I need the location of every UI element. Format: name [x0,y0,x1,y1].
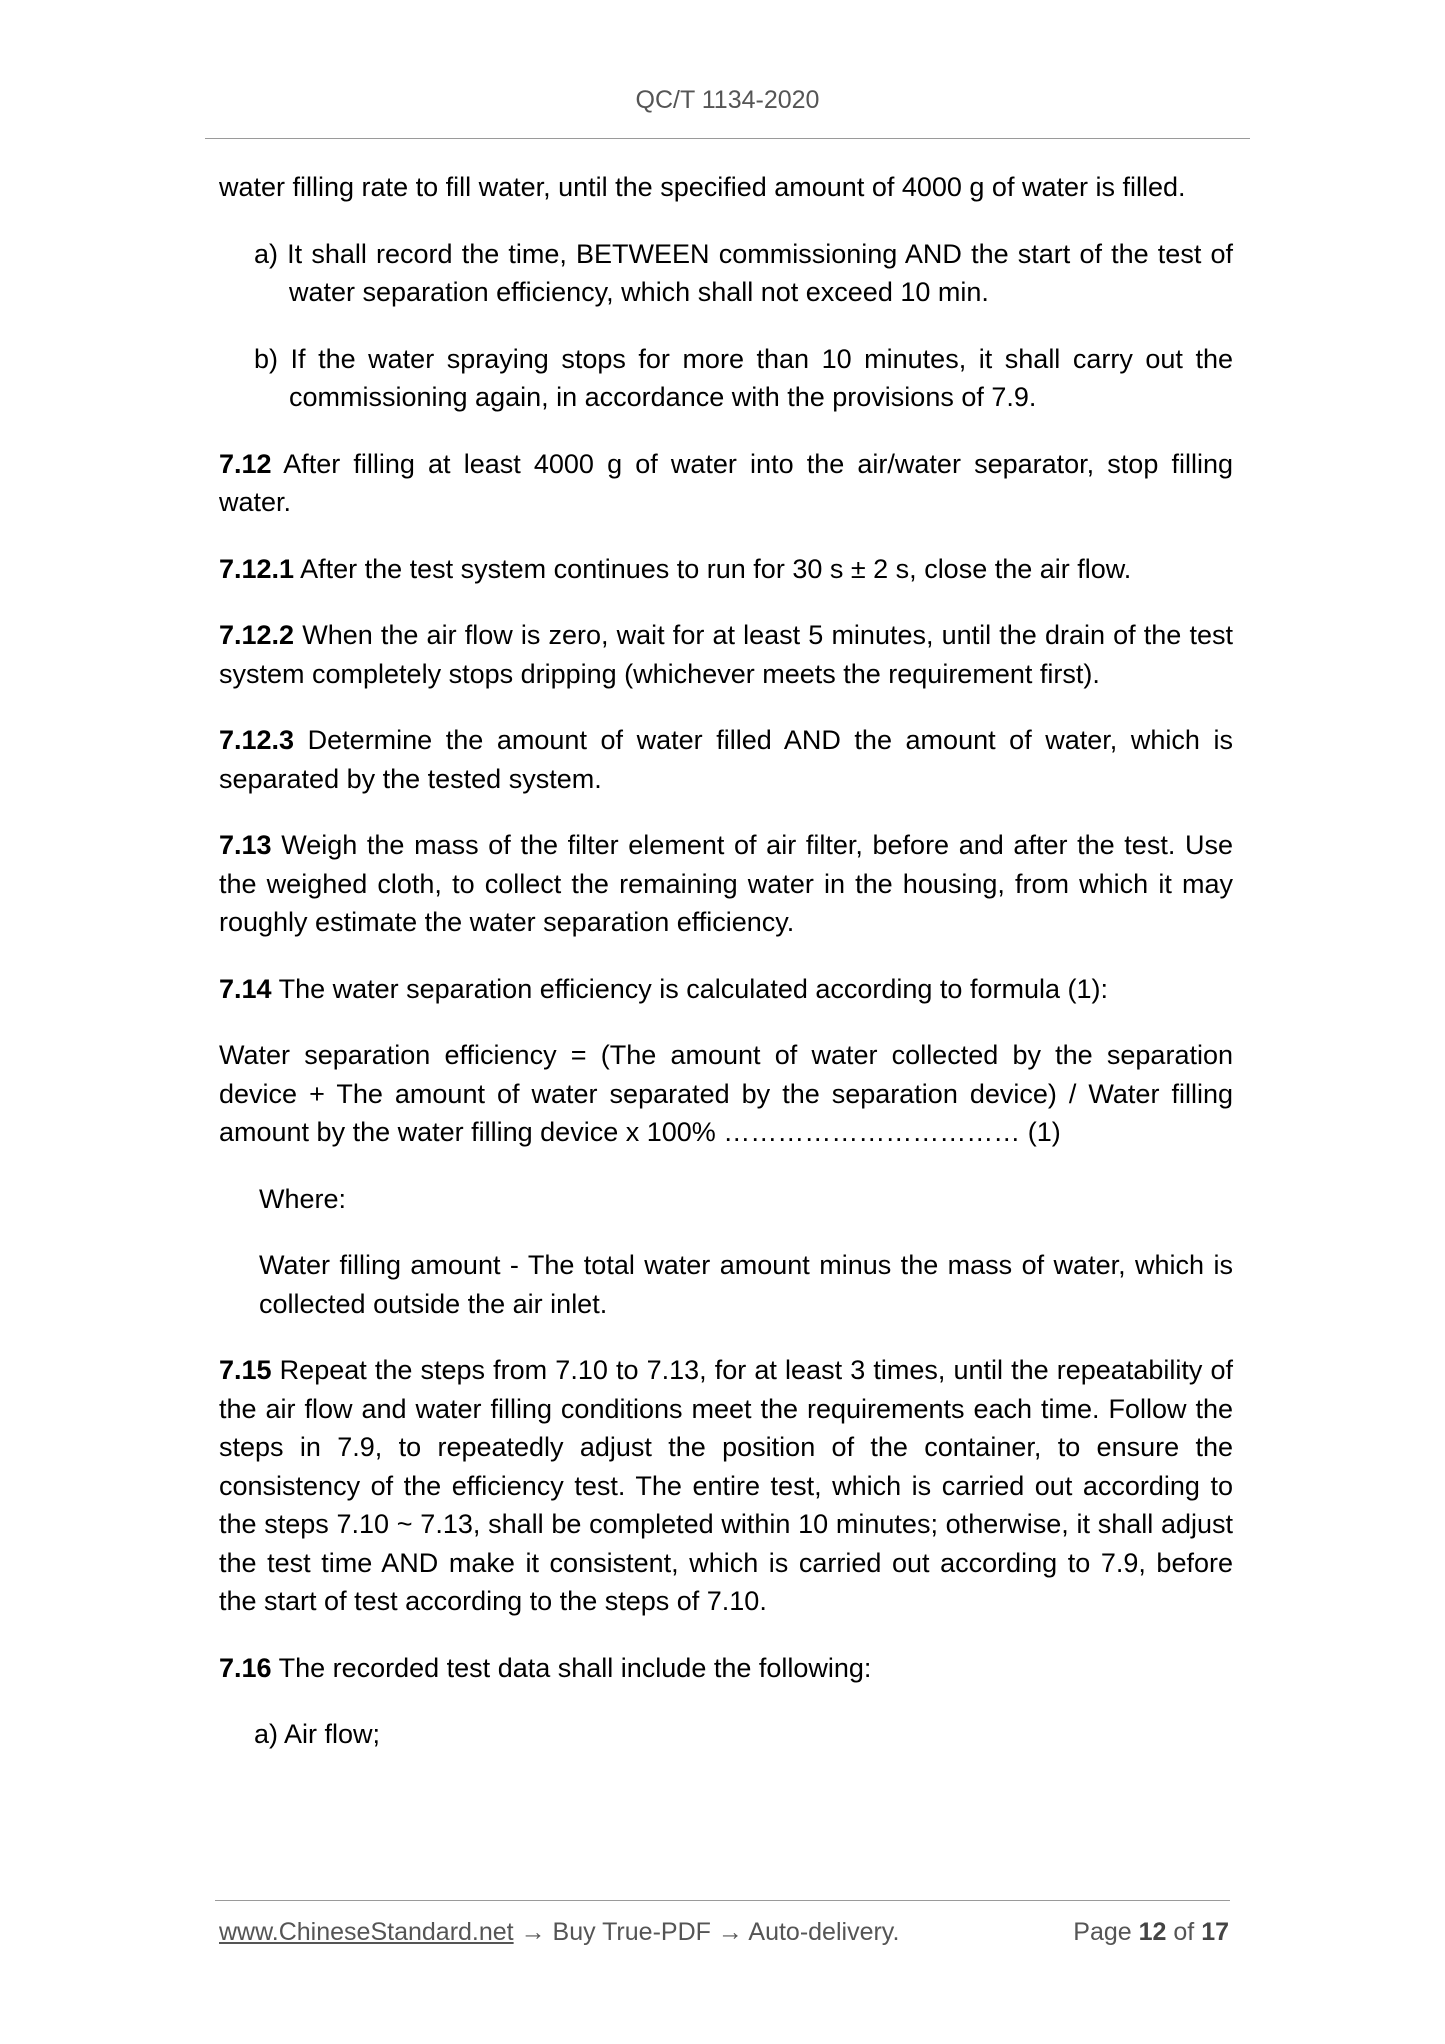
clause-text: The recorded test data shall include the following: [271,1652,872,1683]
clause-number: 7.12 [219,448,272,479]
promo-text: → Buy True-PDF → Auto-delivery. [513,1918,900,1946]
clause-text: Weigh the mass of the filter element of air filter, before and after the test. Use the weighed cloth, to collect the remaining water in the housing, from which it may roughly estimate the water separation efficiency. [219,830,1233,937]
clause-text: The water separation efficiency is calculated according to formula (1): [271,973,1108,1004]
paragraph-continuation: water filling rate to fill water, until the specified amount of 4000 g of water is filled. [219,172,1186,202]
clause-text: After filling at least 4000 g of water into the air/water separator, stop filling water. [219,448,1233,517]
formula-1: Water separation efficiency = (The amount of water collected by the separation device + The amount of water separated by the separation device) / Water filling amount by the water filling device x 100% …………………………… (1) [219,1040,1233,1147]
footer-promo [219,1918,899,1947]
list-item-a-air-flow: a) Air flow; [254,1719,381,1749]
clause-number: 7.14 [219,973,272,1004]
where-label: Where: [259,1183,347,1214]
clause-7-12 [219,445,1233,522]
clause-7-14 [219,970,1233,1009]
clause-number: 7.12.2 [219,620,295,650]
clause-7-12-1 [219,550,1233,589]
clause-7-12-3 [219,721,1233,798]
clause-7-16 [219,1649,1233,1688]
clause-text: Determine the amount of water filled AND the amount of water, which is separated by the tested system. [219,725,1233,794]
page-label: Page [1073,1918,1139,1946]
page-number [1073,1918,1229,1947]
document-body [219,168,1233,1782]
clause-number: 7.12.1 [219,553,295,584]
clause-text: When the air flow is zero, wait for at least 5 minutes, until the drain of the test system completely stops dripping (whichever meets the requirement first). [219,620,1233,689]
clause-7-12-2 [219,616,1233,693]
page-of: of [1166,1918,1202,1946]
where-definition: Water filling amount - The total water amount minus the mass of water, which is collected outside the air inlet. [259,1250,1233,1319]
clause-number: 7.13 [219,830,272,860]
clause-text: Repeat the steps from 7.10 to 7.13, for at least 3 times, until the repeatability of the air flow and water filling conditions meet the requirements each time. Follow the steps in 7.9, to repeatedly adjust the position of the container, to ensure the consistency of the efficiency test. The entire test, which is carried out according to the steps 7.10 ~ 7.13, shall be completed within 10 minutes; otherwise, it shall adjust the test time AND make it consistent, which is carried out according to 7.9, before the start of test according to the steps of 7.10. [219,1355,1233,1616]
page-total: 17 [1201,1918,1229,1946]
footer-divider [215,1900,1230,1901]
clause-text: After the test system continues to run for 30 s ± 2 s, close the air flow. [294,553,1132,584]
page-current: 12 [1138,1918,1167,1946]
clause-7-13 [219,826,1233,942]
list-item-a-record-time: a) It shall record the time, BETWEEN commissioning AND the start of the test of water separation efficiency, which shall not exceed 10 min. [254,238,1233,307]
header-divider [205,138,1250,139]
clause-number: 7.16 [219,1652,272,1683]
clause-number: 7.12.3 [219,725,295,755]
clause-number: 7.15 [219,1355,272,1385]
page-header: QC/T 1134-2020 [635,86,820,114]
clause-7-15 [219,1351,1233,1621]
website-link[interactable]: www.ChineseStandard.net [219,1918,514,1946]
list-item-b-spraying-stops: b) If the water spraying stops for more than 10 minutes, it shall carry out the commissioning again, in accordance with the provisions of 7.9. [254,343,1233,412]
